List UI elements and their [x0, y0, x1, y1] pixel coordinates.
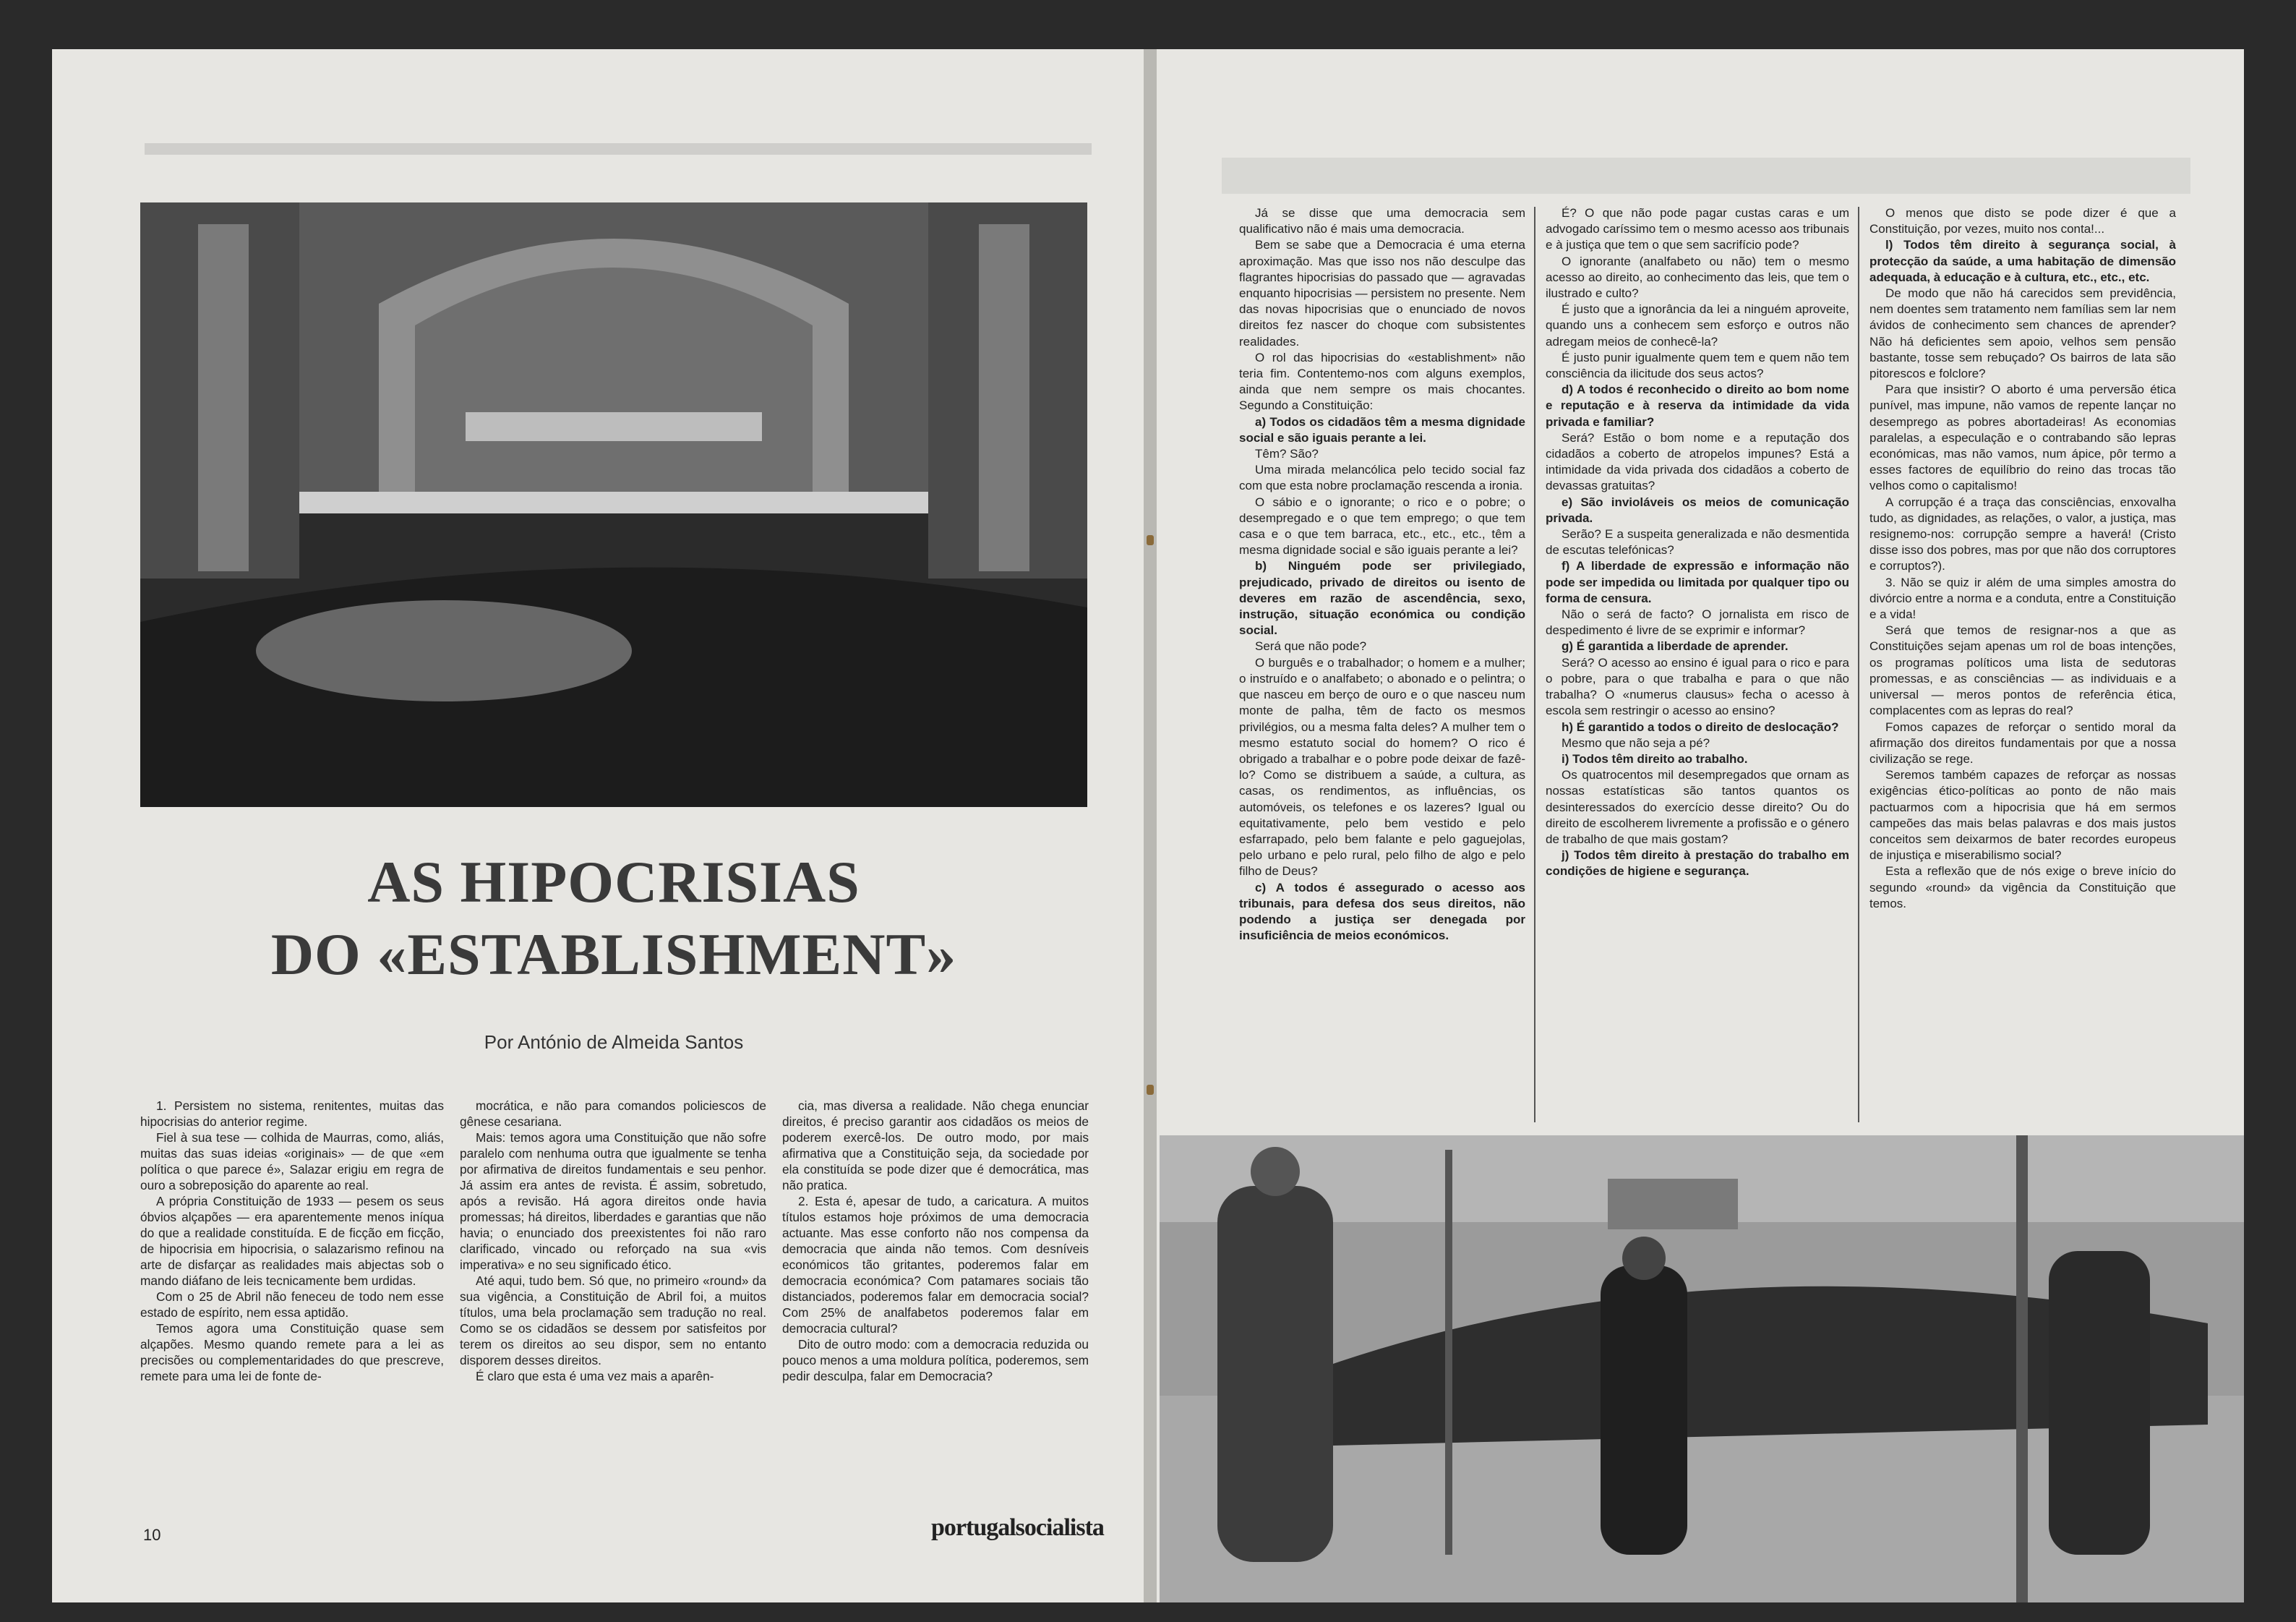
article-paragraph: É claro que esta é uma vez mais a aparên-: [476, 1369, 714, 1383]
article-clause: f) A liberdade de expressão e informação não pode ser impedida ou limitada por qualquer tipo ou forma de censura.: [1546, 559, 1849, 605]
article-clause: e) São invioláveis os meios de comunicação privada.: [1546, 495, 1849, 525]
parliament-photo: [140, 202, 1087, 807]
article-paragraph: mocrática, e não para comandos policiescos de gênese cesariana.: [460, 1098, 766, 1129]
staple: [1147, 1085, 1154, 1095]
article-clause: j) Todos têm direito à prestação do trabalho em condições de higiene e segurança.: [1546, 848, 1849, 879]
article-clause: l) Todos têm direito à segurança social, à protecção da saúde, a uma habitação de dimensão adequada, à educação e à cultura, etc., etc., etc.: [1869, 238, 2176, 284]
header-ghost-band: [1222, 158, 2190, 194]
article-paragraph: Não o será de facto? O jornalista em risco de despedimento é livre de se exprimir e informar?: [1546, 607, 1849, 638]
article-paragraph: Até aqui, tudo bem. Só que, no primeiro «round» da sua vigência, a Constituição de Abril foi, a muitos títulos, uma bela proclamação sem tradução no real. Como se os cidadãos se dessem por satisfeitos por terem os direitos ao seu dispor, sem no entanto disporem desses direitos.: [460, 1273, 766, 1367]
article-paragraph: É? O que não pode pagar custas caras e um advogado caríssimo tem o mesmo acesso aos tribunais e à justiça que tem o que sem sacrifício pode?: [1546, 206, 1849, 252]
article-paragraph: Os quatrocentos mil desempregados que ornam as nossas estatísticas são tantos quantos os desinteressados do exercício desse direito? Ou do direito de escolherem livremente a profissão e o género de trabalho de que mais gostam?: [1546, 768, 1849, 846]
article-paragraph: De modo que não há carecidos sem previdência, nem doentes sem tratamento nem famílias sem lar nem ávidos de conhecimento sem chances de aprender? Não há deficientes sem apoio, velhos sem pensão bastante, tosse sem rebuçado? Os bairros de lata são pitorescos e folclore?: [1869, 286, 2176, 381]
article-title: [140, 846, 1087, 991]
left-column-3: [782, 1098, 1089, 1384]
article-paragraph: Com o 25 de Abril não feneceu de todo nem esse estado de espírito, nem essa aptidão.: [140, 1289, 444, 1320]
article-paragraph: 3. Não se quiz ir além de uma simples amostra do divórcio entre a norma e a conduta, entre a Constituição e a vida!: [1869, 575, 2176, 622]
article-paragraph: Uma mirada melancólica pelo tecido social faz com que esta nobre proclamação rescenda a ironia.: [1239, 463, 1525, 493]
article-paragraph: Será que temos de resignar-nos a que as Constituições sejam apenas um rol de boas intenções, os programas políticos uma lista de sedutoras promessas, e as consciências — as individuais e a universal — meros pontos de referência ética, complacentes com as lepras do real?: [1869, 623, 2176, 718]
article-paragraph: O rol das hipocrisias do «establishment» não teria fim. Contentemo-nos com alguns exemplos, ainda que nem sempre os mais chocantes. Segundo a Constituição:: [1239, 350, 1525, 413]
article-paragraph: A corrupção é a traça das consciências, enxovalha tudo, as dignidades, as relações, o valor, a justiça, mas resignemo-nos: corrupção sempre a haverá! (Cristo disse isso dos pobres, mas por que não dos corruptores e corruptos?).: [1869, 495, 2176, 573]
article-paragraph: Fiel à sua tese — colhida de Maurras, como, aliás, muitas das suas ideias «originais» — de que «em política o que parece é», Salazar erigiu em regra de ouro a sobreposição do aparente ao real.: [140, 1130, 444, 1192]
article-paragraph: É justo punir igualmente quem tem e quem não tem consciência da ilicitude dos seus actos?: [1546, 350, 1849, 381]
article-paragraph: Serão? E a suspeita generalizada e não desmentida de escutas telefónicas?: [1546, 527, 1849, 558]
article-paragraph: Bem se sabe que a Democracia é uma eterna aproximação. Mas que isso nos não desculpe das flagrantes hipocrisias do passado que — agravadas enquanto hipocrisias — persistem no presente. Nem das novas hipocrisias que o enunciado de novos direitos fez nascer do choque com subsistentes realidades.: [1239, 238, 1525, 349]
article-paragraph: Fomos capazes de reforçar o sentido moral da afirmação dos direitos fundamentais por que a nossa civilização se rege.: [1869, 720, 2176, 766]
right-column-2: [1546, 205, 1849, 880]
article-paragraph: Já se disse que uma democracia sem qualificativo não é mais uma democracia.: [1239, 206, 1525, 236]
article-paragraph: O sábio e o ignorante; o rico e o pobre; o desempregado e o que tem emprego; o que tem casa e o que tem barraca, etc., etc., etc., têm a mesma dignidade social e são iguais perante a lei?: [1239, 495, 1525, 558]
article-paragraph: Mais: temos agora uma Constituição que não sofre paralelo com nenhuma outra que igualmente se tenha por afirmativa de direitos fundamentais e seu penhor. Já assim era antes de revista. É assim, sobretudo, após a revisão. Há agora direitos onde havia promessas; há direitos, liberdades e garantias que não havia; o enunciado dos preexistentes foi não raro clarificado, vincado ou reforçado na sua «vis imperativa» e no seu significado ético.: [460, 1130, 766, 1272]
article-paragraph: Esta a reflexão que de nós exige o breve início do segundo «round» da vigência da Constituição que temos.: [1869, 864, 2176, 910]
article-paragraph: Mesmo que não seja a pé?: [1562, 735, 1710, 750]
article-paragraph: O menos que disto se pode dizer é que a Constituição, por vezes, muito nos conta!...: [1869, 206, 2176, 236]
article-paragraph: O ignorante (analfabeto ou não) tem o mesmo acesso ao direito, ao conhecimento das leis, que tem o ilustrado e culto?: [1546, 254, 1849, 301]
article-clause: d) A todos é reconhecido o direito ao bom nome e reputação e à reserva da intimidade da vida privada e familiar?: [1546, 383, 1849, 429]
article-paragraph: Dito de outro modo: com a democracia reduzida ou pouco menos a uma moldura política, poderemos, sem pedir desculpa, falar em Democracia?: [782, 1337, 1089, 1383]
staple: [1147, 535, 1154, 545]
article-paragraph: Para que insistir? O aborto é uma perversão ética punível, mas impune, não vamos de repente lançar no desemprego as pobres abortadeiras! As economias paralelas, a especulação e o contrabando são lepras económicas, mas não vamos, num ápice, pôr termo a esses factores de equilíbrio do reino das trocas tão velhos como o capitalismo!: [1869, 383, 2176, 493]
left-column-1: [140, 1098, 444, 1384]
right-column-3: [1869, 205, 2176, 912]
byline: Por António de Almeida Santos: [484, 1031, 744, 1053]
article-paragraph: Temos agora uma Constituição quase sem alçapões. Mesmo quando remete para a lei as precisões ou complementaridades do que prescreve, remete para uma lei de fonte de-: [140, 1321, 444, 1383]
article-paragraph: Será que não pode?: [1255, 639, 1367, 654]
column-rule: [1858, 207, 1859, 1122]
article-clause: h) É garantido a todos o direito de deslocação?: [1562, 720, 1839, 734]
article-clause: a) Todos os cidadãos têm a mesma dignidade social e são iguais perante a lei.: [1239, 414, 1525, 445]
magazine-brand: portugalsocialista: [931, 1514, 1104, 1541]
article-paragraph: Seremos também capazes de reforçar as nossas exigências ético-políticas ao ponto de não mais pactuarmos com a hipocrisia que há em sermos campeões das mais belas palavras e dos mais justos conceitos sem deixarmos de bater recordes europeus de injustiça e miserabilismo social?: [1869, 768, 2176, 863]
article-paragraph: A própria Constituição de 1933 — pesem os seus óbvios alçapões — era aparentemente menos iníqua do que a realidade constituída. E de ficção em ficção, de hipocrisia em hipocrisia, o salazarismo refinou na arte de disfarçar as realidades mais abjectas sob o mando diáfano de leis tecnicamente bem urdidas.: [140, 1194, 444, 1288]
article-paragraph: 1. Persistem no sistema, renitentes, muitas das hipocrisias do anterior regime.: [140, 1098, 444, 1129]
article-clause: b) Ninguém pode ser privilegiado, prejudicado, privado de direitos ou isento de deveres em razão de ascendência, sexo, instrução, situação económica ou condição social.: [1239, 559, 1525, 638]
column-rule: [1534, 207, 1535, 1122]
article-paragraph: cia, mas diversa a realidade. Não chega enunciar direitos, é preciso garantir aos cidadãos os meios de poderem exercê-los. De outro modo, por mais afirmativa que a Constituição seja, da sociedade por ela constituída se pode dizer que é democrática, mas não pratica.: [782, 1098, 1089, 1192]
article-paragraph: É justo que a ignorância da lei a ninguém aproveite, quando uns a conhecem sem esforço e outros não adregam meios de conhecê-la?: [1546, 302, 1849, 349]
article-paragraph: Têm? São?: [1255, 447, 1319, 461]
right-column-1: [1239, 205, 1525, 944]
article-clause: g) É garantida a liberdade de aprender.: [1562, 639, 1789, 654]
article-paragraph: O burguês e o trabalhador; o homem e a mulher; o instruído e o analfabeto; o abonado e o pelintra; o que nasceu em berço de ouro e o que nasceu num monte de palha, têm de facto os mesmos privilégios, ou a mesma falta deles? A mulher tem o mesmo estatuto social do homem? O rico é obrigado a trabalhar e o pobre pode deixar de fazê-lo? Como se distribuem a saúde, a cultura, as casas, os rendimentos, as influências, os automóveis, os telefones e os lazeres? Igual ou equitativamente, pelo bem vestido e pelo esfarrapado, pelo bem falante e pelo gaguejolas, pelo urbano e pelo rural, pelo filho de algo e pelo filho de Deus?: [1239, 655, 1525, 879]
title-line-2: DO «ESTABLISHMENT»: [270, 921, 957, 987]
article-clause: i) Todos têm direito ao trabalho.: [1562, 751, 1748, 766]
article-paragraph: 2. Esta é, apesar de tudo, a caricatura. A muitos títulos estamos hoje próximos de uma democracia actuante. Mas esse conforto não nos compensa da democracia que ainda não temos. Com desníveis económicos tão gritantes, poderemos falar em democracia económica? Com patamares sociais tão distanciados, poderemos falar em democracia social? Com 25% de analfabetos poderemos falar em democracia cultural?: [782, 1194, 1089, 1336]
title-line-1: AS HIPOCRISIAS: [367, 849, 860, 915]
header-ghost-band: [145, 143, 1092, 155]
article-paragraph: Será? Estão o bom nome e a reputação dos cidadãos a coberto de atropelos impunes? Está a intimidade da vida privada dos cidadãos a coberto de devassas gratuitas?: [1546, 430, 1849, 493]
article-paragraph: Será? O acesso ao ensino é igual para o rico e para o pobre, para o que trabalha e para o que não trabalha? O «numerus clausus» fecha o acesso à escola sem restringir o acesso ao ensino?: [1546, 655, 1849, 718]
left-column-2: [460, 1098, 766, 1384]
article-clause: c) A todos é assegurado o acesso aos tribunais, para defesa dos seus direitos, não podendo a justiça ser denegada por insuficiência de meios económicos.: [1239, 880, 1525, 943]
street-protest-photo: [1160, 1135, 2244, 1602]
page-number: 10: [143, 1526, 161, 1544]
magazine-spine: [1144, 49, 1157, 1602]
